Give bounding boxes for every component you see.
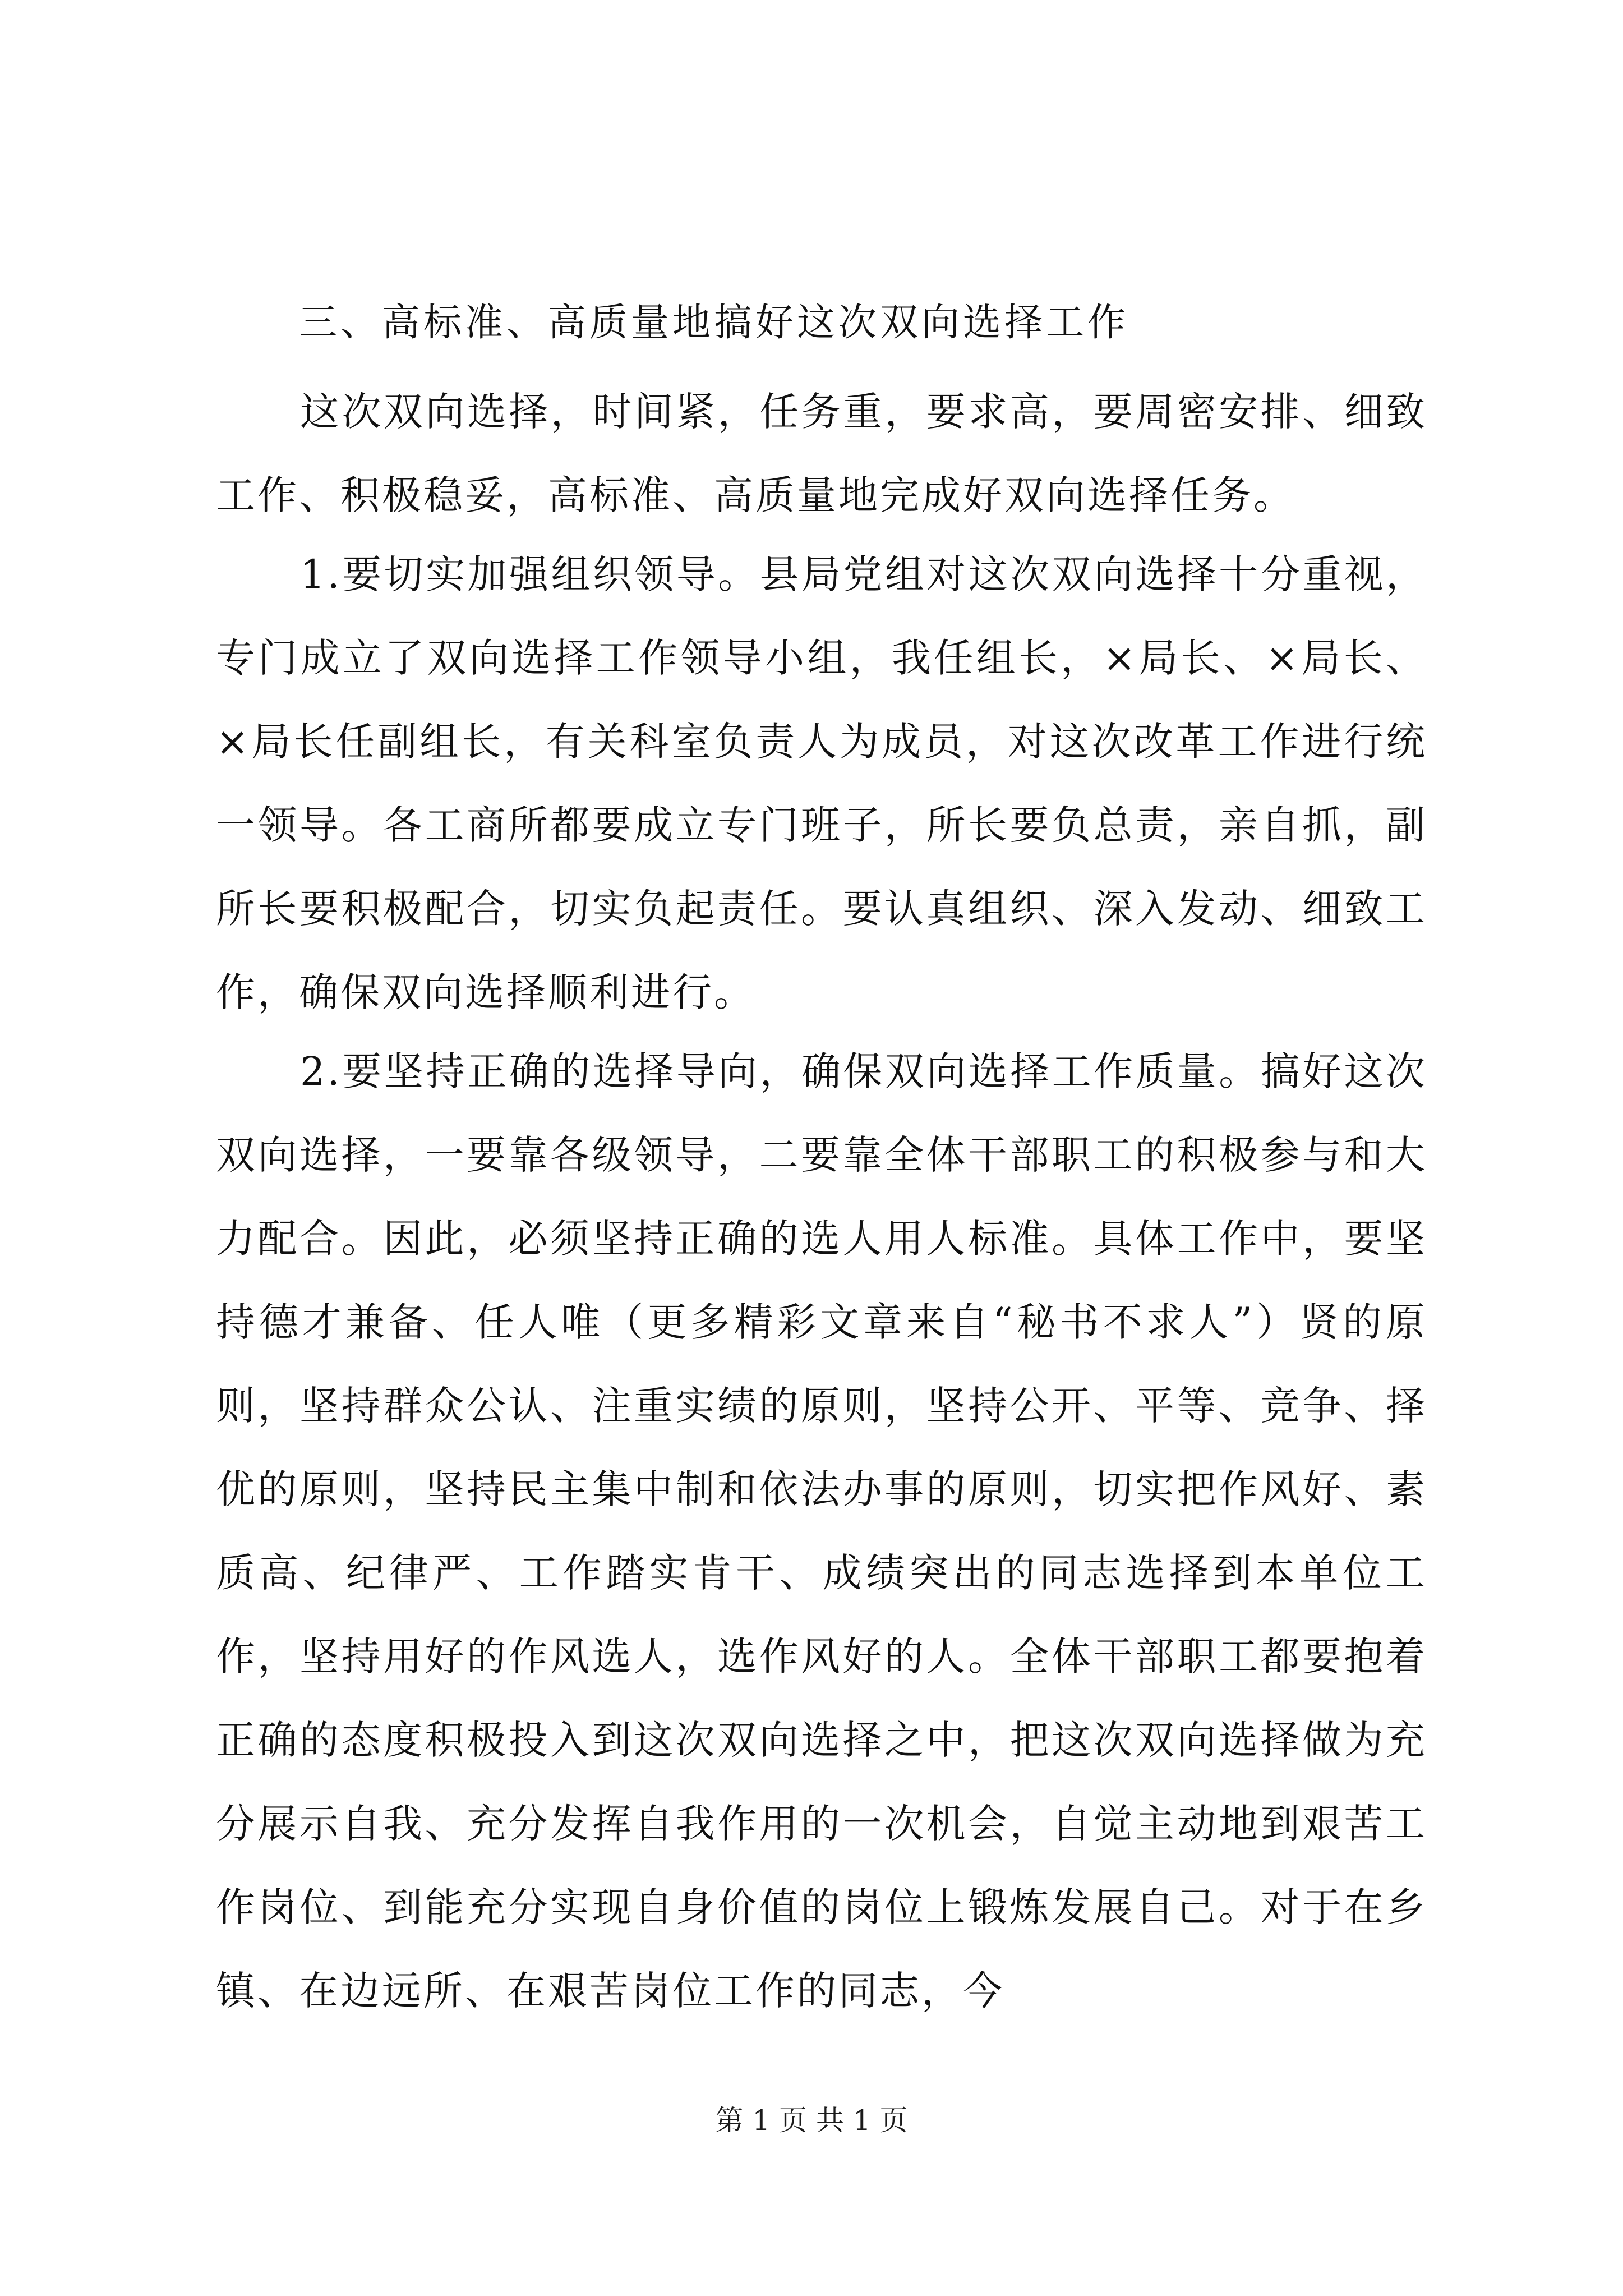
document-body	[216, 292, 1427, 2028]
paragraph-item-2: 2.要坚持正确的选择导向，确保双向选择工作质量。搞好这次双向选择，一要靠各级领导，二要靠全体干部职工的积极参与和大力配合。因此，必须坚持正确的选人用人标准。具体工作中，要坚持德才兼备、任人唯（更多精彩文章来自“秘书不求人”）贤的原则，坚持群众公认、注重实绩的原则，坚持公开、平等、竞争、择优的原则，坚持民主集中制和依法办事的原则，切实把作风好、素质高、纪律严、工作踏实肯干、成绩突出的同志选择到本单位工作，坚持用好的作风选人，选作风好的人。全体干部职工都要抱着正确的态度积极投入到这次双向选择之中，把这次双向选择做为充分展示自我、充分发挥自我作用的一次机会，自觉主动地到艰苦工作岗位、到能充分实现自身价值的岗位上锻炼发展自己。对于在乡镇、在边远所、在艰苦岗位工作的同志，今	[216, 1048, 1427, 2014]
paragraph-intro: 这次双向选择，时间紧，任务重，要求高，要周密安排、细致工作、积极稳妥，高标准、高质量地完成好双向选择任务。	[216, 389, 1427, 518]
paragraph-item-1: 1.要切实加强组织领导。县局党组对这次双向选择十分重视，专门成立了双向选择工作领导小组，我任组长，×局长、×局长、×局长任副组长，有关科室负责人为成员，对这次改革工作进行统一领导。各工商所都要成立专门班子，所长要负总责，亲自抓，副所长要积极配合，切实负起责任。要认真组织、深入发动、细致工作，确保双向选择顺利进行。	[216, 551, 1427, 1015]
section-heading: 三、高标准、高质量地搞好这次双向选择工作	[299, 301, 1129, 345]
page-number-footer: 第 1 页 共 1 页	[715, 2104, 908, 2137]
